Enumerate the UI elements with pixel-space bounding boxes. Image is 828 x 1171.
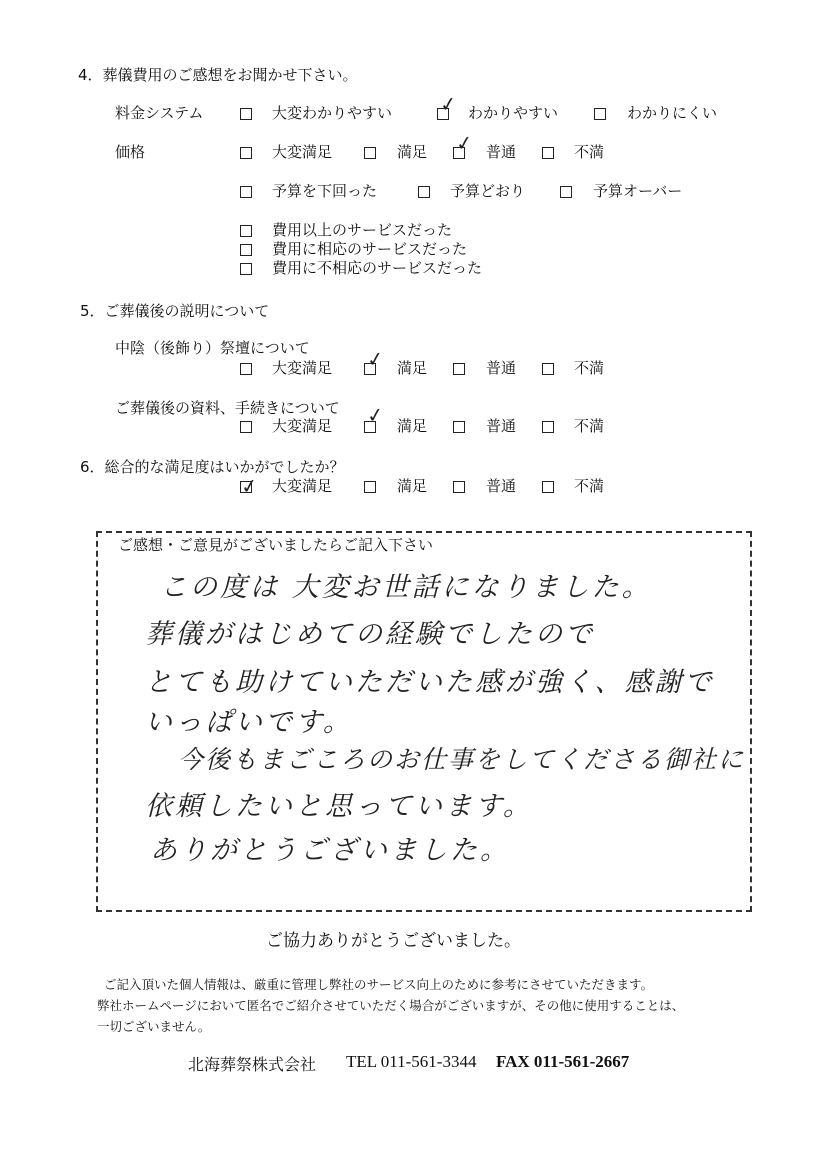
- service-checkbox-3[interactable]: [240, 263, 252, 275]
- sub1-checkbox-3[interactable]: [453, 363, 465, 375]
- sub1-option-2: 満足: [397, 359, 428, 377]
- sub1-checkbox-1[interactable]: [240, 363, 252, 375]
- price-checkbox-1[interactable]: [240, 147, 252, 159]
- comment-line: 葬儀がはじめての経験でしたので: [145, 619, 595, 650]
- price-checkbox-4[interactable]: [542, 147, 554, 159]
- sub2-option-3: 普通: [486, 417, 517, 435]
- sub1-checkbox-4[interactable]: [542, 363, 554, 375]
- price-check-mark: ✓: [454, 129, 475, 157]
- service-checkbox-2[interactable]: [240, 244, 252, 256]
- q6-check-mark: ✓: [239, 472, 260, 500]
- sub1-option-4: 不満: [574, 359, 605, 377]
- fee-option-2: わかりやすい: [468, 104, 559, 122]
- q6-checkbox-4[interactable]: [542, 481, 554, 493]
- q6-option-1: 大変満足: [272, 477, 333, 495]
- comment-line: 今後もまごころのお仕事をしてくださる御社に: [178, 745, 746, 774]
- sub2-option-4: 不満: [574, 417, 605, 435]
- budget-checkbox-3[interactable]: [560, 186, 572, 198]
- comment-line: この度は 大変お世話になりました。: [160, 572, 652, 603]
- privacy-note: 一切ございません。: [97, 1019, 211, 1034]
- sub2-checkbox-4[interactable]: [542, 421, 554, 433]
- q6-checkbox-2[interactable]: [364, 481, 376, 493]
- q6-option-4: 不満: [574, 477, 605, 495]
- sub2-option-2: 満足: [397, 417, 428, 435]
- sub2-checkbox-1[interactable]: [240, 421, 252, 433]
- q6-heading: 6．総合的な満足度はいかがでしたか？: [80, 458, 345, 476]
- q4-heading: 4．葬儀費用のご感想をお聞かせ下さい。: [78, 66, 358, 84]
- service-checkbox-1[interactable]: [240, 225, 252, 237]
- service-option-3: 費用に不相応のサービスだった: [272, 259, 483, 277]
- privacy-note: ご記入頂いた個人情報は、厳重に管理し弊社のサービス向上のために参考にさせていただきます。: [104, 977, 654, 992]
- sub1-check-mark: ✓: [365, 345, 386, 373]
- fee-option-3: わかりにくい: [627, 104, 718, 122]
- q5-heading: 5．ご葬儀後の説明について: [80, 302, 270, 320]
- company-tel: TEL 011-561-3344: [346, 1052, 477, 1071]
- service-option-1: 費用以上のサービスだった: [272, 221, 453, 239]
- comment-line: 依頼したいと思っています。: [145, 791, 533, 822]
- service-option-2: 費用に相応のサービスだった: [272, 240, 468, 258]
- q5-sub2-label: ご葬儀後の資料、手続きについて: [115, 399, 340, 417]
- q6-checkbox-3[interactable]: [453, 481, 465, 493]
- q6-option-2: 満足: [397, 477, 428, 495]
- budget-option-1: 予算を下回った: [272, 182, 378, 200]
- fee-checkbox-1[interactable]: [240, 108, 252, 120]
- budget-option-3: 予算オーバー: [593, 182, 683, 200]
- thanks-message: ご協力ありがとうございました。: [266, 931, 521, 951]
- fee-option-1: 大変わかりやすい: [272, 104, 393, 122]
- price-option-1: 大変満足: [272, 143, 333, 161]
- sub1-option-1: 大変満足: [272, 359, 333, 377]
- price-label: 価格: [115, 143, 146, 161]
- company-fax: FAX 011-561-2667: [496, 1052, 630, 1071]
- company-name: 北海葬祭株式会社: [188, 1055, 317, 1074]
- comment-line: ありがとうございました。: [150, 835, 510, 866]
- comment-line: とても助けていただいた感が強く、感謝で: [145, 667, 715, 698]
- price-checkbox-2[interactable]: [364, 147, 376, 159]
- q5-sub1-label: 中陰（後飾り）祭壇について: [115, 339, 310, 357]
- q6-option-3: 普通: [486, 477, 517, 495]
- price-option-3: 普通: [486, 143, 517, 161]
- sub2-option-1: 大変満足: [272, 417, 333, 435]
- fee-check-mark: ✓: [438, 90, 459, 118]
- price-option-2: 満足: [397, 143, 428, 161]
- budget-option-2: 予算どおり: [450, 182, 526, 200]
- fee-checkbox-3[interactable]: [594, 108, 606, 120]
- comment-title: ご感想・ご意見がございましたらご記入下さい: [118, 536, 434, 554]
- sub2-checkbox-3[interactable]: [453, 421, 465, 433]
- comment-line: いっぱいです。: [145, 707, 353, 738]
- sub2-check-mark: ✓: [365, 401, 386, 429]
- budget-checkbox-2[interactable]: [418, 186, 430, 198]
- fee-label: 料金システム: [115, 104, 204, 122]
- budget-checkbox-1[interactable]: [240, 186, 252, 198]
- privacy-note: 弊社ホームページにおいて匿名でご紹介させていただく場合がございますが、その他に使用することは、: [97, 998, 685, 1013]
- price-option-4: 不満: [574, 143, 605, 161]
- sub1-option-3: 普通: [486, 359, 517, 377]
